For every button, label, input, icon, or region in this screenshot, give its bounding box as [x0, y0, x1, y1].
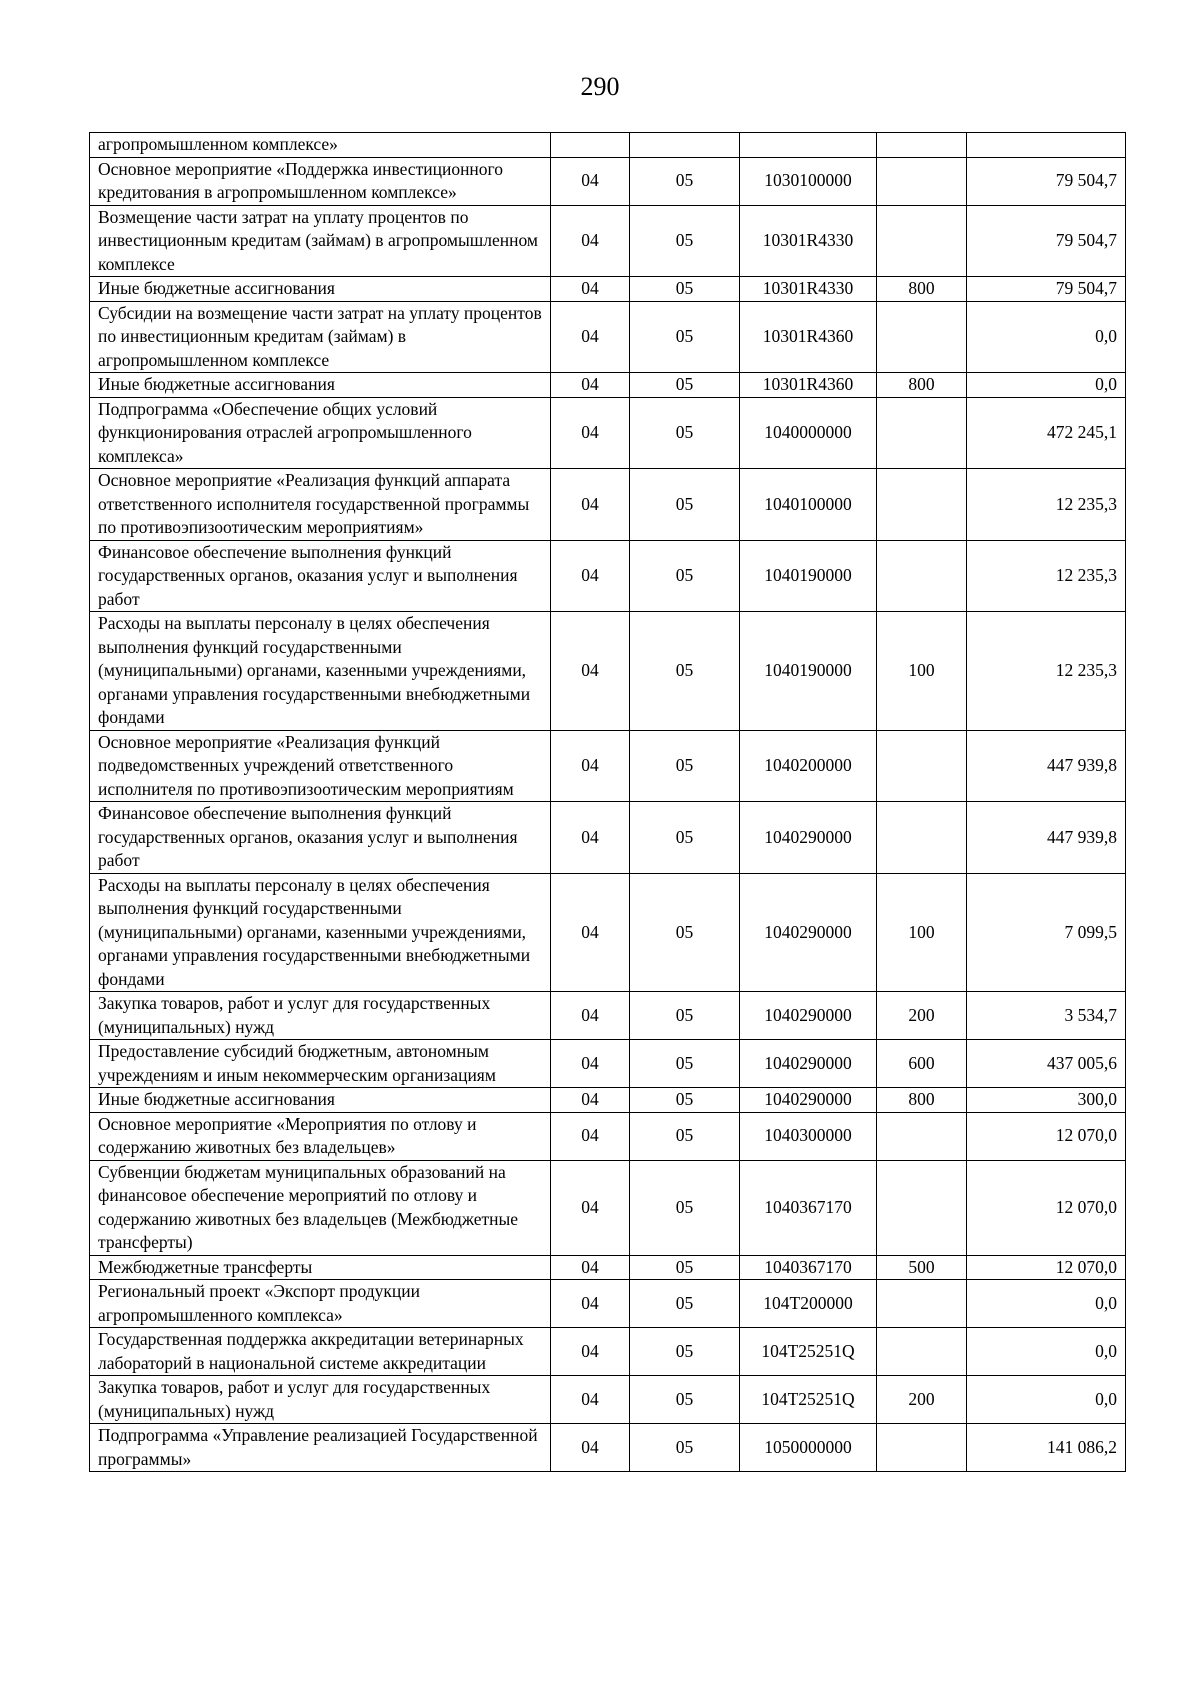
subsection-code-cell: 05: [630, 1088, 740, 1113]
amount-cell: 0,0: [967, 301, 1126, 373]
row-name-cell: Субвенции бюджетам муниципальных образований на финансовое обеспечение мероприятий по отлову и содержанию животных без владельцев (Межбюджетные трансферты): [90, 1160, 551, 1255]
target-article-code-cell: 10301R4330: [740, 205, 877, 277]
row-name-cell: Расходы на выплаты персоналу в целях обеспечения выполнения функций государственными (муниципальными) органами, казенными учреждениями, органами управления государственными внебюджетными фондами: [90, 612, 551, 731]
row-name-cell: Закупка товаров, работ и услуг для государственных (муниципальных) нужд: [90, 992, 551, 1040]
subsection-code-cell: 05: [630, 1112, 740, 1160]
expense-type-code-cell: [877, 1280, 967, 1328]
row-name-cell: агропромышленном комплексе»: [90, 133, 551, 158]
table-row: [90, 1112, 1126, 1160]
subsection-code-cell: 05: [630, 1040, 740, 1088]
section-code-cell: 04: [551, 1376, 630, 1424]
table-row: [90, 612, 1126, 731]
section-code-cell: 04: [551, 205, 630, 277]
section-code-cell: [551, 133, 630, 158]
table-row: [90, 469, 1126, 541]
amount-cell: 447 939,8: [967, 730, 1126, 802]
table-row: [90, 802, 1126, 874]
subsection-code-cell: 05: [630, 1255, 740, 1280]
amount-cell: 472 245,1: [967, 397, 1126, 469]
subsection-code-cell: 05: [630, 873, 740, 992]
row-name-cell: Подпрограмма «Управление реализацией Государственной программы»: [90, 1424, 551, 1472]
table-row: [90, 277, 1126, 302]
target-article-code-cell: [740, 133, 877, 158]
table-row: [90, 301, 1126, 373]
row-name-cell: Иные бюджетные ассигнования: [90, 373, 551, 398]
subsection-code-cell: 05: [630, 277, 740, 302]
expense-type-code-cell: [877, 397, 967, 469]
expense-type-code-cell: [877, 1160, 967, 1255]
expense-type-code-cell: 800: [877, 373, 967, 398]
row-name-cell: Закупка товаров, работ и услуг для государственных (муниципальных) нужд: [90, 1376, 551, 1424]
subsection-code-cell: 05: [630, 540, 740, 612]
target-article-code-cell: 1040290000: [740, 802, 877, 874]
amount-cell: 3 534,7: [967, 992, 1126, 1040]
target-article-code-cell: 1040100000: [740, 469, 877, 541]
amount-cell: 0,0: [967, 1328, 1126, 1376]
section-code-cell: 04: [551, 1424, 630, 1472]
section-code-cell: 04: [551, 1280, 630, 1328]
amount-cell: 12 070,0: [967, 1160, 1126, 1255]
table-row: [90, 1280, 1126, 1328]
section-code-cell: 04: [551, 1088, 630, 1113]
section-code-cell: 04: [551, 873, 630, 992]
expense-type-code-cell: [877, 1112, 967, 1160]
expense-type-code-cell: [877, 301, 967, 373]
subsection-code-cell: 05: [630, 730, 740, 802]
row-name-cell: Государственная поддержка аккредитации ветеринарных лабораторий в национальной системе аккредитации: [90, 1328, 551, 1376]
expense-type-code-cell: [877, 205, 967, 277]
target-article-code-cell: 1040190000: [740, 612, 877, 731]
row-name-cell: Субсидии на возмещение части затрат на уплату процентов по инвестиционным кредитам (займам) в агропромышленном комплексе: [90, 301, 551, 373]
section-code-cell: 04: [551, 397, 630, 469]
table-row: [90, 373, 1126, 398]
expense-type-code-cell: 100: [877, 873, 967, 992]
target-article-code-cell: 104T25251Q: [740, 1376, 877, 1424]
section-code-cell: 04: [551, 277, 630, 302]
row-name-cell: Иные бюджетные ассигнования: [90, 277, 551, 302]
target-article-code-cell: 104T25251Q: [740, 1328, 877, 1376]
section-code-cell: 04: [551, 373, 630, 398]
subsection-code-cell: 05: [630, 1280, 740, 1328]
target-article-code-cell: 1040000000: [740, 397, 877, 469]
table-row: [90, 1424, 1126, 1472]
target-article-code-cell: 1040290000: [740, 1040, 877, 1088]
target-article-code-cell: 1030100000: [740, 157, 877, 205]
row-name-cell: Финансовое обеспечение выполнения функций государственных органов, оказания услуг и выполнения работ: [90, 802, 551, 874]
section-code-cell: 04: [551, 301, 630, 373]
table-row: [90, 1376, 1126, 1424]
subsection-code-cell: 05: [630, 1424, 740, 1472]
expense-type-code-cell: [877, 157, 967, 205]
section-code-cell: 04: [551, 802, 630, 874]
table-row: [90, 157, 1126, 205]
section-code-cell: 04: [551, 1255, 630, 1280]
amount-cell: 7 099,5: [967, 873, 1126, 992]
subsection-code-cell: 05: [630, 802, 740, 874]
table-row: [90, 205, 1126, 277]
expense-type-code-cell: [877, 802, 967, 874]
amount-cell: 447 939,8: [967, 802, 1126, 874]
table-row: [90, 1255, 1126, 1280]
subsection-code-cell: 05: [630, 469, 740, 541]
table-row: [90, 730, 1126, 802]
target-article-code-cell: 10301R4330: [740, 277, 877, 302]
table-row: [90, 540, 1126, 612]
section-code-cell: 04: [551, 1328, 630, 1376]
expense-type-code-cell: [877, 730, 967, 802]
target-article-code-cell: 1040200000: [740, 730, 877, 802]
subsection-code-cell: [630, 133, 740, 158]
subsection-code-cell: 05: [630, 1160, 740, 1255]
subsection-code-cell: 05: [630, 301, 740, 373]
amount-cell: 12 235,3: [967, 612, 1126, 731]
section-code-cell: 04: [551, 469, 630, 541]
section-code-cell: 04: [551, 540, 630, 612]
amount-cell: 12 070,0: [967, 1255, 1126, 1280]
target-article-code-cell: 104T200000: [740, 1280, 877, 1328]
subsection-code-cell: 05: [630, 992, 740, 1040]
expense-type-code-cell: 100: [877, 612, 967, 731]
row-name-cell: Предоставление субсидий бюджетным, автономным учреждениям и иным некоммерческим организациям: [90, 1040, 551, 1088]
expense-type-code-cell: 200: [877, 1376, 967, 1424]
amount-cell: 300,0: [967, 1088, 1126, 1113]
target-article-code-cell: 1040290000: [740, 873, 877, 992]
section-code-cell: 04: [551, 1112, 630, 1160]
row-name-cell: Иные бюджетные ассигнования: [90, 1088, 551, 1113]
amount-cell: 79 504,7: [967, 157, 1126, 205]
table-row: [90, 1088, 1126, 1113]
target-article-code-cell: 10301R4360: [740, 301, 877, 373]
amount-cell: 79 504,7: [967, 277, 1126, 302]
table-row: [90, 1328, 1126, 1376]
target-article-code-cell: 1040290000: [740, 1088, 877, 1113]
target-article-code-cell: 1050000000: [740, 1424, 877, 1472]
target-article-code-cell: 1040367170: [740, 1255, 877, 1280]
row-name-cell: Расходы на выплаты персоналу в целях обеспечения выполнения функций государственными (муниципальными) органами, казенными учреждениями, органами управления государственными внебюджетными фондами: [90, 873, 551, 992]
target-article-code-cell: 1040300000: [740, 1112, 877, 1160]
amount-cell: 12 235,3: [967, 469, 1126, 541]
section-code-cell: 04: [551, 730, 630, 802]
section-code-cell: 04: [551, 1160, 630, 1255]
row-name-cell: Основное мероприятие «Реализация функций аппарата ответственного исполнителя государственной программы по противоэпизоотическим мероприятиям»: [90, 469, 551, 541]
expense-type-code-cell: 500: [877, 1255, 967, 1280]
row-name-cell: Региональный проект «Экспорт продукции агропромышленного комплекса»: [90, 1280, 551, 1328]
row-name-cell: Межбюджетные трансферты: [90, 1255, 551, 1280]
page-number: 290: [580, 72, 620, 101]
amount-cell: [967, 133, 1126, 158]
section-code-cell: 04: [551, 612, 630, 731]
expense-type-code-cell: [877, 469, 967, 541]
section-code-cell: 04: [551, 157, 630, 205]
expense-type-code-cell: [877, 540, 967, 612]
amount-cell: 12 070,0: [967, 1112, 1126, 1160]
table-row: [90, 133, 1126, 158]
budget-table-body: [90, 133, 1126, 1472]
amount-cell: 0,0: [967, 1280, 1126, 1328]
budget-table: [89, 132, 1126, 1472]
expense-type-code-cell: 800: [877, 277, 967, 302]
target-article-code-cell: 1040367170: [740, 1160, 877, 1255]
expense-type-code-cell: [877, 133, 967, 158]
table-row: [90, 873, 1126, 992]
row-name-cell: Финансовое обеспечение выполнения функций государственных органов, оказания услуг и выполнения работ: [90, 540, 551, 612]
subsection-code-cell: 05: [630, 1328, 740, 1376]
target-article-code-cell: 10301R4360: [740, 373, 877, 398]
amount-cell: 0,0: [967, 1376, 1126, 1424]
row-name-cell: Подпрограмма «Обеспечение общих условий функционирования отраслей агропромышленного комплекса»: [90, 397, 551, 469]
row-name-cell: Возмещение части затрат на уплату процентов по инвестиционным кредитам (займам) в агропромышленном комплексе: [90, 205, 551, 277]
table-row: [90, 397, 1126, 469]
expense-type-code-cell: 200: [877, 992, 967, 1040]
table-row: [90, 1040, 1126, 1088]
subsection-code-cell: 05: [630, 612, 740, 731]
section-code-cell: 04: [551, 992, 630, 1040]
section-code-cell: 04: [551, 1040, 630, 1088]
row-name-cell: Основное мероприятие «Реализация функций подведомственных учреждений ответственного исполнителя по противоэпизоотическим мероприятиям: [90, 730, 551, 802]
subsection-code-cell: 05: [630, 1376, 740, 1424]
amount-cell: 0,0: [967, 373, 1126, 398]
expense-type-code-cell: [877, 1424, 967, 1472]
subsection-code-cell: 05: [630, 397, 740, 469]
table-row: [90, 992, 1126, 1040]
subsection-code-cell: 05: [630, 205, 740, 277]
amount-cell: 79 504,7: [967, 205, 1126, 277]
table-row: [90, 1160, 1126, 1255]
subsection-code-cell: 05: [630, 373, 740, 398]
expense-type-code-cell: [877, 1328, 967, 1376]
subsection-code-cell: 05: [630, 157, 740, 205]
target-article-code-cell: 1040190000: [740, 540, 877, 612]
amount-cell: 12 235,3: [967, 540, 1126, 612]
row-name-cell: Основное мероприятие «Мероприятия по отлову и содержанию животных без владельцев»: [90, 1112, 551, 1160]
target-article-code-cell: 1040290000: [740, 992, 877, 1040]
amount-cell: 141 086,2: [967, 1424, 1126, 1472]
amount-cell: 437 005,6: [967, 1040, 1126, 1088]
expense-type-code-cell: 600: [877, 1040, 967, 1088]
expense-type-code-cell: 800: [877, 1088, 967, 1113]
row-name-cell: Основное мероприятие «Поддержка инвестиционного кредитования в агропромышленном комплексе»: [90, 157, 551, 205]
